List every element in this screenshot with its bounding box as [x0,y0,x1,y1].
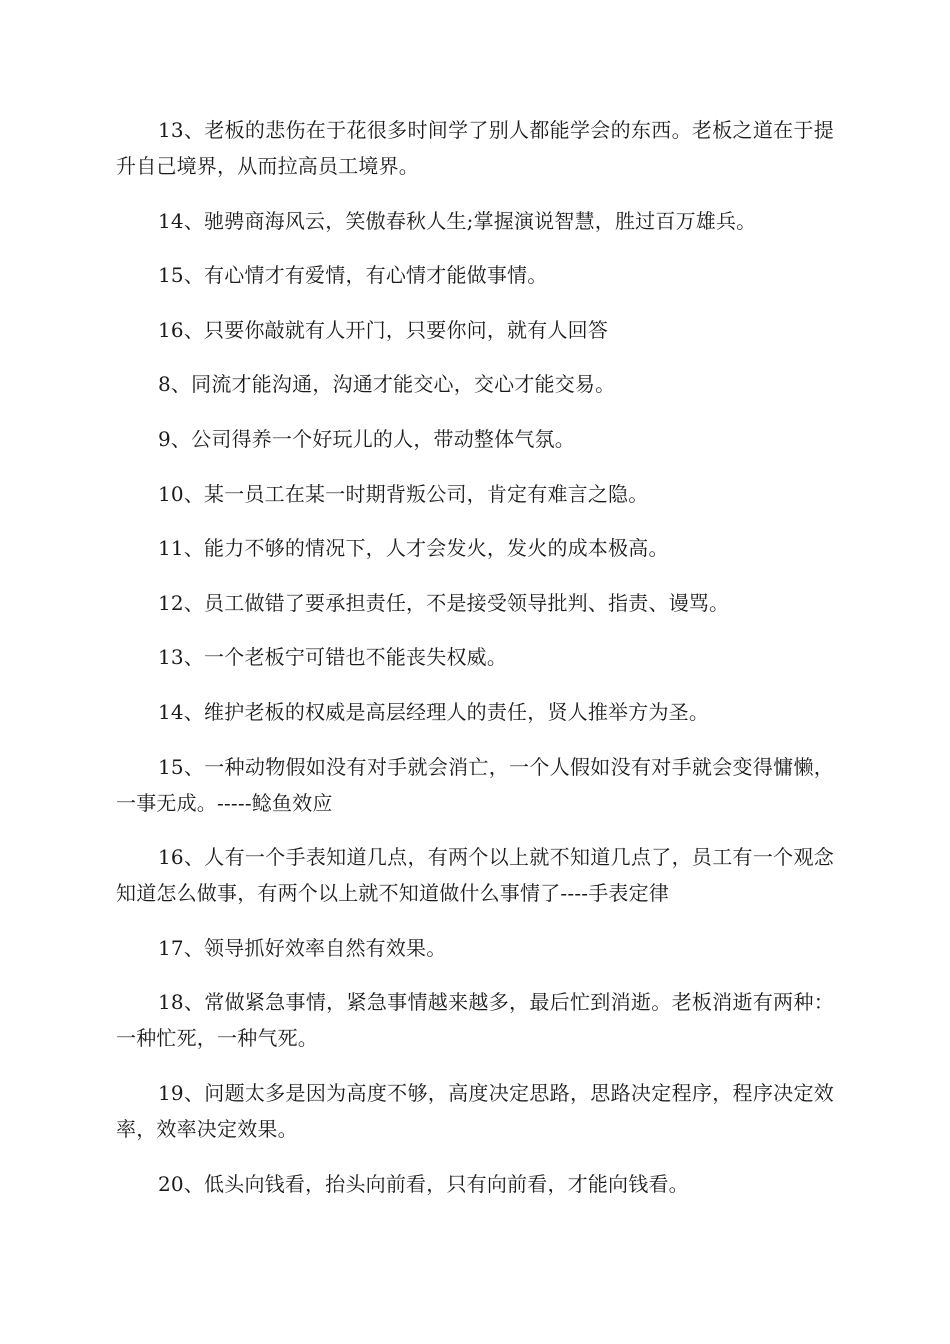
paragraph-13-boss-sorrow: 13、老板的悲伤在于花很多时间学了别人都能学会的东西。老板之道在于提升自己境界，从而拉高员工境界。 [116,118,834,178]
paragraph-13-authority: 13、一个老板宁可错也不能丧失权威。 [158,645,508,670]
paragraph-14-business-sea: 14、驰骋商海风云，笑傲春秋人生;掌握演说智慧，胜过百万雄兵。 [158,208,757,233]
paragraph-14-maintain-authority: 14、维护老板的权威是高层经理人的责任，贤人推举方为圣。 [158,699,710,724]
paragraph-16-watch-law: 16、人有一个手表知道几点，有两个以上就不知道几点了，员工有一个观念知道怎么做事，有两个以上就不知道做什么事情了----手表定律 [116,845,834,906]
paragraph-19-height: 19、问题太多是因为高度不够，高度决定思路，思路决定程序，程序决定效率，效率决定效果。 [116,1080,834,1141]
paragraph-18-urgent-matters: 18、常做紧急事情，紧急事情越来越多，最后忙到消逝。老板消逝有两种：一种忙死，一种气死。 [116,990,834,1051]
paragraph-17-efficiency: 17、领导抓好效率自然有效果。 [158,935,447,960]
paragraph-12-responsibility: 12、员工做错了要承担责任，不是接受领导批判、指责、谩骂。 [158,590,730,615]
paragraph-9-fun-person: 9、公司得养一个好玩儿的人，带动整体气氛。 [158,426,575,451]
paragraph-10-betrayal: 10、某一员工在某一时期背叛公司，肯定有难言之隐。 [158,481,649,506]
paragraph-11-temper: 11、能力不够的情况下，人才会发火，发火的成本极高。 [158,536,669,561]
paragraph-16-knock: 16、只要你敲就有人开门，只要你问，就有人回答 [158,317,609,342]
document-body [116,112,834,1220]
paragraph-15-catfish-effect: 15、一种动物假如没有对手就会消亡，一个人假如没有对手就会变得慵懒，一事无成。-----鲶鱼效应 [116,754,834,815]
paragraph-8-communication: 8、同流才能沟通，沟通才能交心，交心才能交易。 [158,372,616,397]
paragraph-20-look-ahead: 20、低头向钱看，抬头向前看，只有向前看，才能向钱看。 [158,1171,689,1196]
paragraph-15-mood: 15、有心情才有爱情，有心情才能做事情。 [158,263,548,288]
